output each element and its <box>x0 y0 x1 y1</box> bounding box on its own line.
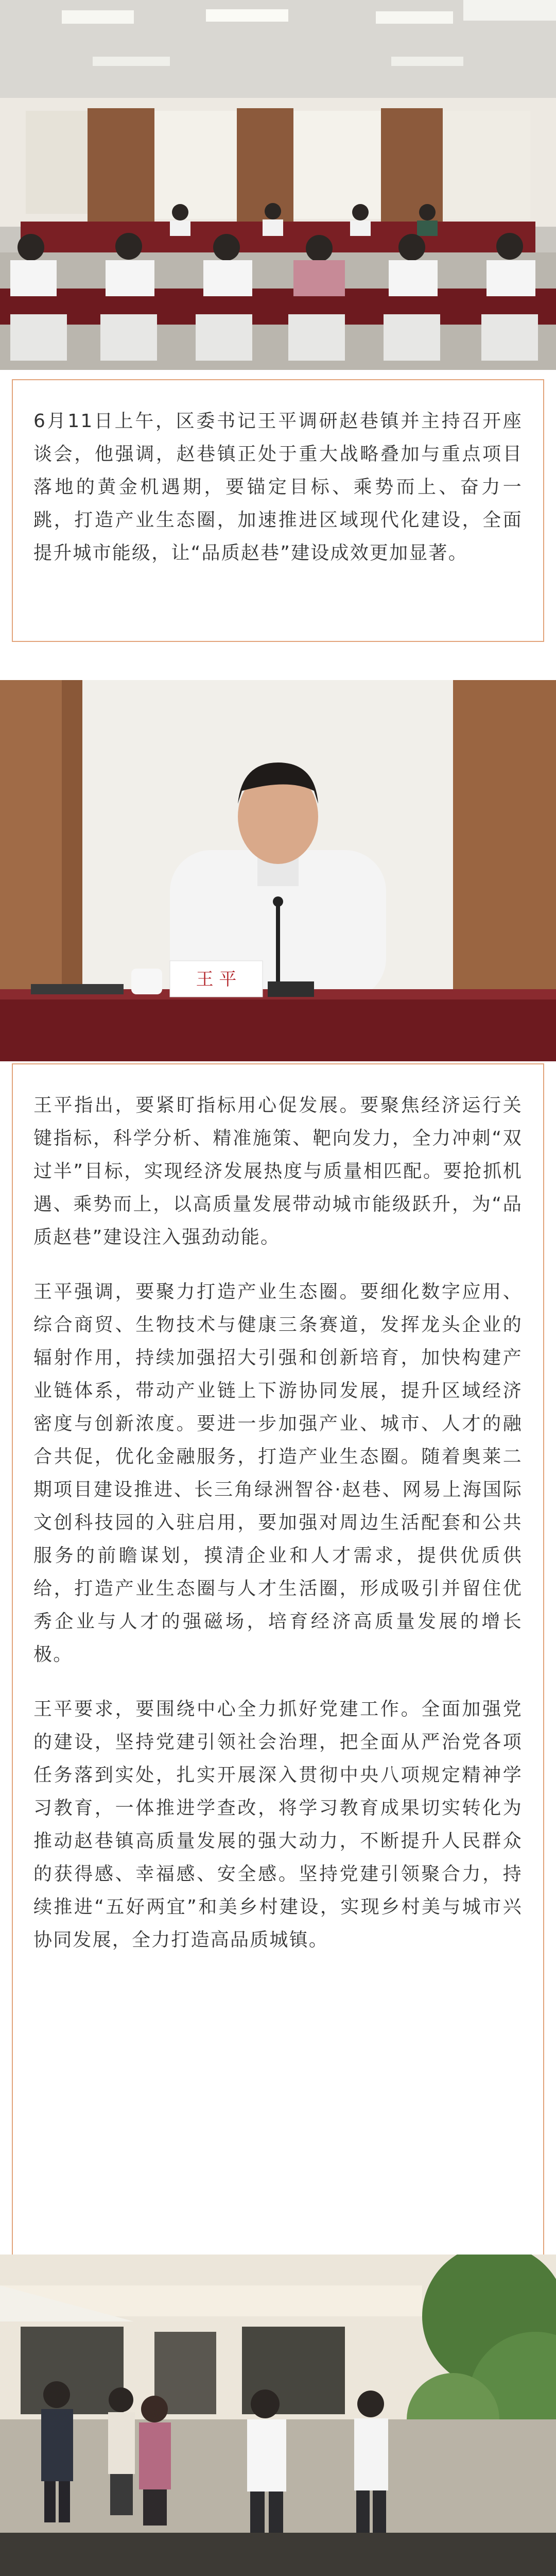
intro-paragraph: 6月11日上午，区委书记王平调研赵巷镇并主持召开座谈会，他强调，赵巷镇正处于重大战略叠加与重点项目落地的黄金机遇期，要锚定目标、乘势而上、奋力一跳，打造产业生态圈，加速推进区域现代化建设，全面提升城市能级，让“品质赵巷”建设成效更加显著。 <box>33 411 523 564</box>
nameplate-label: 王 平 <box>196 969 237 990</box>
main-text-box <box>12 1063 544 2257</box>
site-visit-photo <box>0 2255 556 2576</box>
paragraph-industry-ecosystem: 王平强调，要聚力打造产业生态圈。要细化数字应用、综合商贸、生物技术与健康三条赛道，发挥龙头企业的辐射作用，持续加强招大引强和创新培育，加快构建产业链体系，带动产业链上下游协同发展，提升区域经济密度与创新浓度。要进一步加强产业、城市、人才的融合共促，优化金融服务，打造产业生态圈。随着奥莱二期项目建设推进、长三角绿洲智谷·赵巷、网易上海国际文创科技园的入驻启用，要加强对周边生活配套和公共服务的前瞻谋划，摸清企业和人才需求，提供优质供给，打造产业生态圈与人才生活圈，形成吸引并留住优秀企业与人才的强磁场，培育经济高质量发展的增长极。 <box>33 1281 523 1665</box>
paragraph-indicators: 王平指出，要紧盯指标用心促发展。要聚焦经济运行关键指标，科学分析、精准施策、靶向发力，全力冲刺“双过半”目标，实现经济发展热度与质量相匹配。要抢抓机遇、乘势而上，以高质量发展带动城市能级跃升，为“品质赵巷”建设注入强劲动能。 <box>33 1095 523 1248</box>
intro-text-box <box>12 379 544 642</box>
paragraph-party-building: 王平要求，要围绕中心全力抓好党建工作。全面加强党的建设，坚持党建引领社会治理，把全面从严治党各项任务落到实处，扎实开展深入贯彻中央八项规定精神学习教育，一体推进学查改，将学习教育成果切实转化为推动赵巷镇高质量发展的强大动力，不断提升人民群众的获得感、幸福感、安全感。坚持党建引领聚合力，持续推进“五好两宜”和美乡村建设，实现乡村美与城市兴协同发展，全力打造高品质城镇。 <box>33 1699 523 1951</box>
portrait-photo <box>0 680 556 1061</box>
meeting-room-photo <box>0 0 556 370</box>
